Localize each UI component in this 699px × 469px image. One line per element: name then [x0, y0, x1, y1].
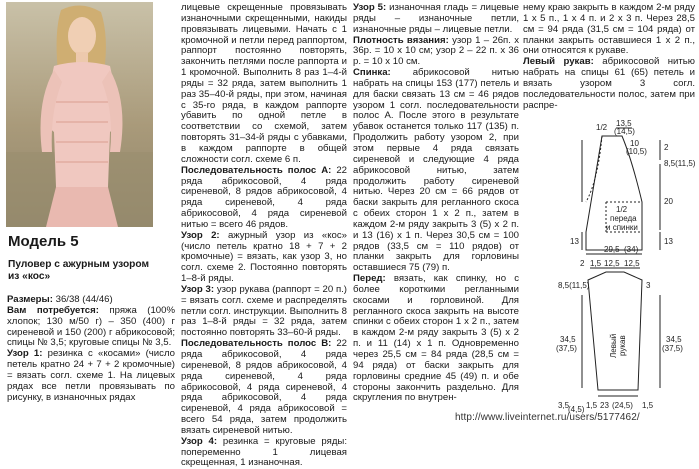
model-photo	[6, 2, 153, 227]
dim-label: 29,5	[604, 245, 620, 254]
paragraph-lead: Левый рукав:	[523, 56, 603, 68]
dim-label: 1,5	[590, 259, 602, 268]
paragraph-text: ажурный узор из «кос» (число петель кратно 18 + 7 + 2 кромочные) = вязать, как узор 3, но согл. схеме 2. Постоянно повторять 1–8-й ряды.	[181, 229, 347, 285]
dim-label: 2	[580, 259, 585, 268]
dim-label: 12,5	[624, 259, 640, 268]
dim-label: 1,5	[586, 401, 598, 410]
paragraph	[181, 231, 347, 285]
paragraph-text: узор 1 – 26п. x 36р. = 10 x 10 см; узор 2 – 22 п. x 36 р. = 10 x 10 см.	[353, 34, 519, 68]
dim-label: (14,5)	[614, 127, 635, 136]
pattern-diagrams	[520, 120, 699, 428]
dim-label: (37,5)	[662, 344, 683, 353]
paragraph-lead: Узор 1:	[7, 348, 48, 360]
paragraph-text: узор рукава (раппорт = 20 п.) = вязать согл. схеме и распределять петли согл. инструкции. Выполнить 8 раз 1–8-й ряды = 32 ряда, затем постоянно повторять 33–60-й ряды.	[181, 283, 347, 339]
paragraph	[181, 3, 347, 166]
paragraph-text: 36/38 (44/46)	[55, 294, 113, 305]
paragraph	[181, 166, 347, 231]
paragraph	[353, 36, 519, 69]
subtitle-line: из «кос»	[8, 271, 51, 282]
paragraph-lead: Узор 5:	[353, 2, 390, 13]
dim-label: 10	[630, 139, 639, 148]
paragraph-text: пряжа (100% хлопок; 130 м/50 г) – 350 (400) г сиреневой и 150 (200) г абрикосовой; спицы № 3,5; круговые спицы № 3,5.	[7, 304, 175, 349]
model-title: Модель 5	[8, 233, 79, 250]
paragraph-text: вязать, как спинку, но с более короткими регланными скосами и горловиной. Для регланного скоса закрыть на высоте спинки с обеих сторон 1 x 2 п., затем в каждом 2-м ряду закрыть 3 (5) x 2 п. и 11 (14) x 1 п. Одновременно через 25,5 см = 84 ряда (28,5 см = 94 ряда) от баски закрыть для горловины средние 45 (49) п. и обе стороны закончить раздельно. Для скругления по внутрен-	[353, 273, 519, 404]
paragraph	[7, 306, 175, 349]
paragraph-lead: Последовательность полос В:	[181, 338, 337, 350]
dim-label: 2	[664, 143, 669, 152]
dim-label: (10,5)	[626, 147, 647, 156]
dim-label: 34,5	[560, 335, 576, 344]
paragraph-lead: Перед:	[353, 273, 394, 285]
dim-label: 3	[646, 281, 651, 290]
model-subtitle	[8, 259, 173, 283]
paragraph	[353, 68, 519, 274]
paragraph-text: изнаночная гладь = лицевые ряды – изнаночные петли, изнаночные ряды – лицевые петли.	[353, 2, 519, 35]
paragraph	[523, 57, 695, 111]
instructions-column-2	[181, 3, 347, 469]
paragraph-text: лицевые скрещенные провязывать изнаночными скрещенными, накиды провязывать лицевыми. Начать с 1 кромочной и петли перед раппортом, раппорт постоянно повторять, закончить петлями после раппорта и 1 кромочной. Выполнить 8 раз 1–4-й ряды = 32 ряда, затем выполнить 1 раз 35–40-й ряды, при этом, начиная с 35-го ряда, в каждом раппорте убавить по одной петле в соответствии со схемой, затем повторять 31–34-й ряды с убавками, в каждом раппорте в общей сложности согл. схеме 6 п.	[181, 2, 347, 165]
paragraph	[181, 437, 347, 469]
dim-label: 13,5	[616, 119, 632, 128]
dim-label: 12,5	[604, 259, 620, 268]
paragraph-lead: Узор 4:	[181, 435, 223, 447]
sleeve-outline	[588, 272, 642, 390]
dim-label: 8,5(11,5)	[664, 159, 696, 168]
paragraph-lead: Плотность вязания:	[353, 34, 453, 46]
paragraph-lead: Спинка:	[353, 67, 413, 79]
instructions-column-4	[523, 3, 695, 111]
front-label: 1/2	[616, 205, 628, 214]
dim-label: 13	[570, 237, 579, 246]
paragraph	[181, 339, 347, 437]
front-label: переда	[610, 214, 637, 223]
paragraph-text: 22 ряда абрикосовой, 4 ряда сиреневой, 8 рядов абрикосовой, 4 ряда сиреневой, 4 ряда абрикосовой, 4 ряда сиреневой, 4 ряда абрикосовой, 4 ряда сиреневой, 4 ряда абрикосовой = всего 54 ряда, затем продолжить вязать сиреневой нитью.	[181, 338, 347, 436]
paragraph	[353, 3, 519, 36]
dim-label: 34,5	[666, 335, 682, 344]
dim-label: 13	[664, 237, 673, 246]
sleeve-label: рукав	[618, 335, 627, 356]
sleeve-label: Левый	[609, 333, 618, 358]
dim-label: (34)	[624, 245, 639, 254]
paragraph	[353, 274, 519, 404]
paragraph	[7, 349, 175, 403]
dim-label: 3,5	[558, 401, 570, 410]
paragraph-lead: Вам потребуется:	[7, 304, 110, 316]
dim-label: (37,5)	[556, 344, 577, 353]
dim-label: 20	[664, 197, 673, 206]
paragraph-text: абрикосовой нитью набрать на спицы 61 (65) петель и вязать узором 3 согл. последовательности полос, затем при распре-	[523, 56, 696, 111]
paragraph-text: нему краю закрыть в каждом 2-м ряду 1 x 5 п., 1 x 4 п. и 2 x 3 п. Через 28,5 см = 94 ряда (31,5 см = 104 ряда) от планки закрыть оставшиеся 1 x 2 п., они относятся к рукаве.	[523, 2, 695, 57]
dim-label: (4,5)	[568, 405, 585, 414]
dim-label: 23	[600, 401, 609, 410]
dim-label: (24,5)	[612, 401, 633, 410]
paragraph-text: 22 ряда абрикосовой, 4 ряда сиреневой, 8 рядов абрикосовой, 4 ряда сиреневой, 4 ряда абрикосовой, 4 ряда сиреневой нитью = всего 46 рядов.	[181, 164, 347, 230]
paragraph-text: резинка с «косами» (число петель кратно 24 + 7 + 2 кромочные) = вязать согл. схеме 1. На лицевых рядах все петли провязывать по рисунку, в изнаночных рядах	[7, 348, 175, 403]
paragraph	[181, 285, 347, 339]
dim-label: 1/2	[596, 123, 608, 132]
dim-label: 1,5	[642, 401, 654, 410]
paragraph-lead: Размеры:	[7, 294, 56, 305]
instructions-column-1	[7, 295, 175, 403]
paragraph-lead: Последовательность полос А:	[181, 164, 337, 176]
subtitle-line: Пуловер с ажурным узором	[8, 259, 150, 270]
paragraph-text: абрикосовой нитью набрать на спицы 153 (177) петель и для баски связать 13 см = 46 рядов узором 1 согл. последовательности полос А. После этого в результате убавок останется только 117 (135) п. Продолжить работу узором 2, при этом первые 4 ряда связать сиреневой и следующие 4 ряда абрикосовой нитью, затем продолжить работу сиреневой нитью. Через 20 см = 66 рядов от баски закрыть для регланного скоса с обеих сторон 1 x 2 п., затем в каждом 2-м ряду закрыть 3 (5) x 2 п. и 13 (16) x 1 п. Через 30,5 см = 100 рядов (33,5 см = 110 рядов) от планки закрыть для горловины оставшиеся 75 (79) п.	[353, 67, 519, 274]
paragraph	[523, 3, 695, 57]
paragraph-text: резинка = круговые ряды: попеременно 1 лицевая скрещенная, 1 изнаночная.	[181, 435, 347, 469]
source-watermark: http://www.liveinternet.ru/users/5177462/	[455, 412, 640, 423]
dim-label: 8,5(11,5)	[558, 281, 590, 290]
instructions-column-3	[353, 3, 519, 404]
paragraph-lead: Узор 2:	[181, 229, 228, 241]
front-label: и спинки	[606, 223, 638, 232]
paragraph-lead: Узор 3:	[181, 283, 217, 295]
